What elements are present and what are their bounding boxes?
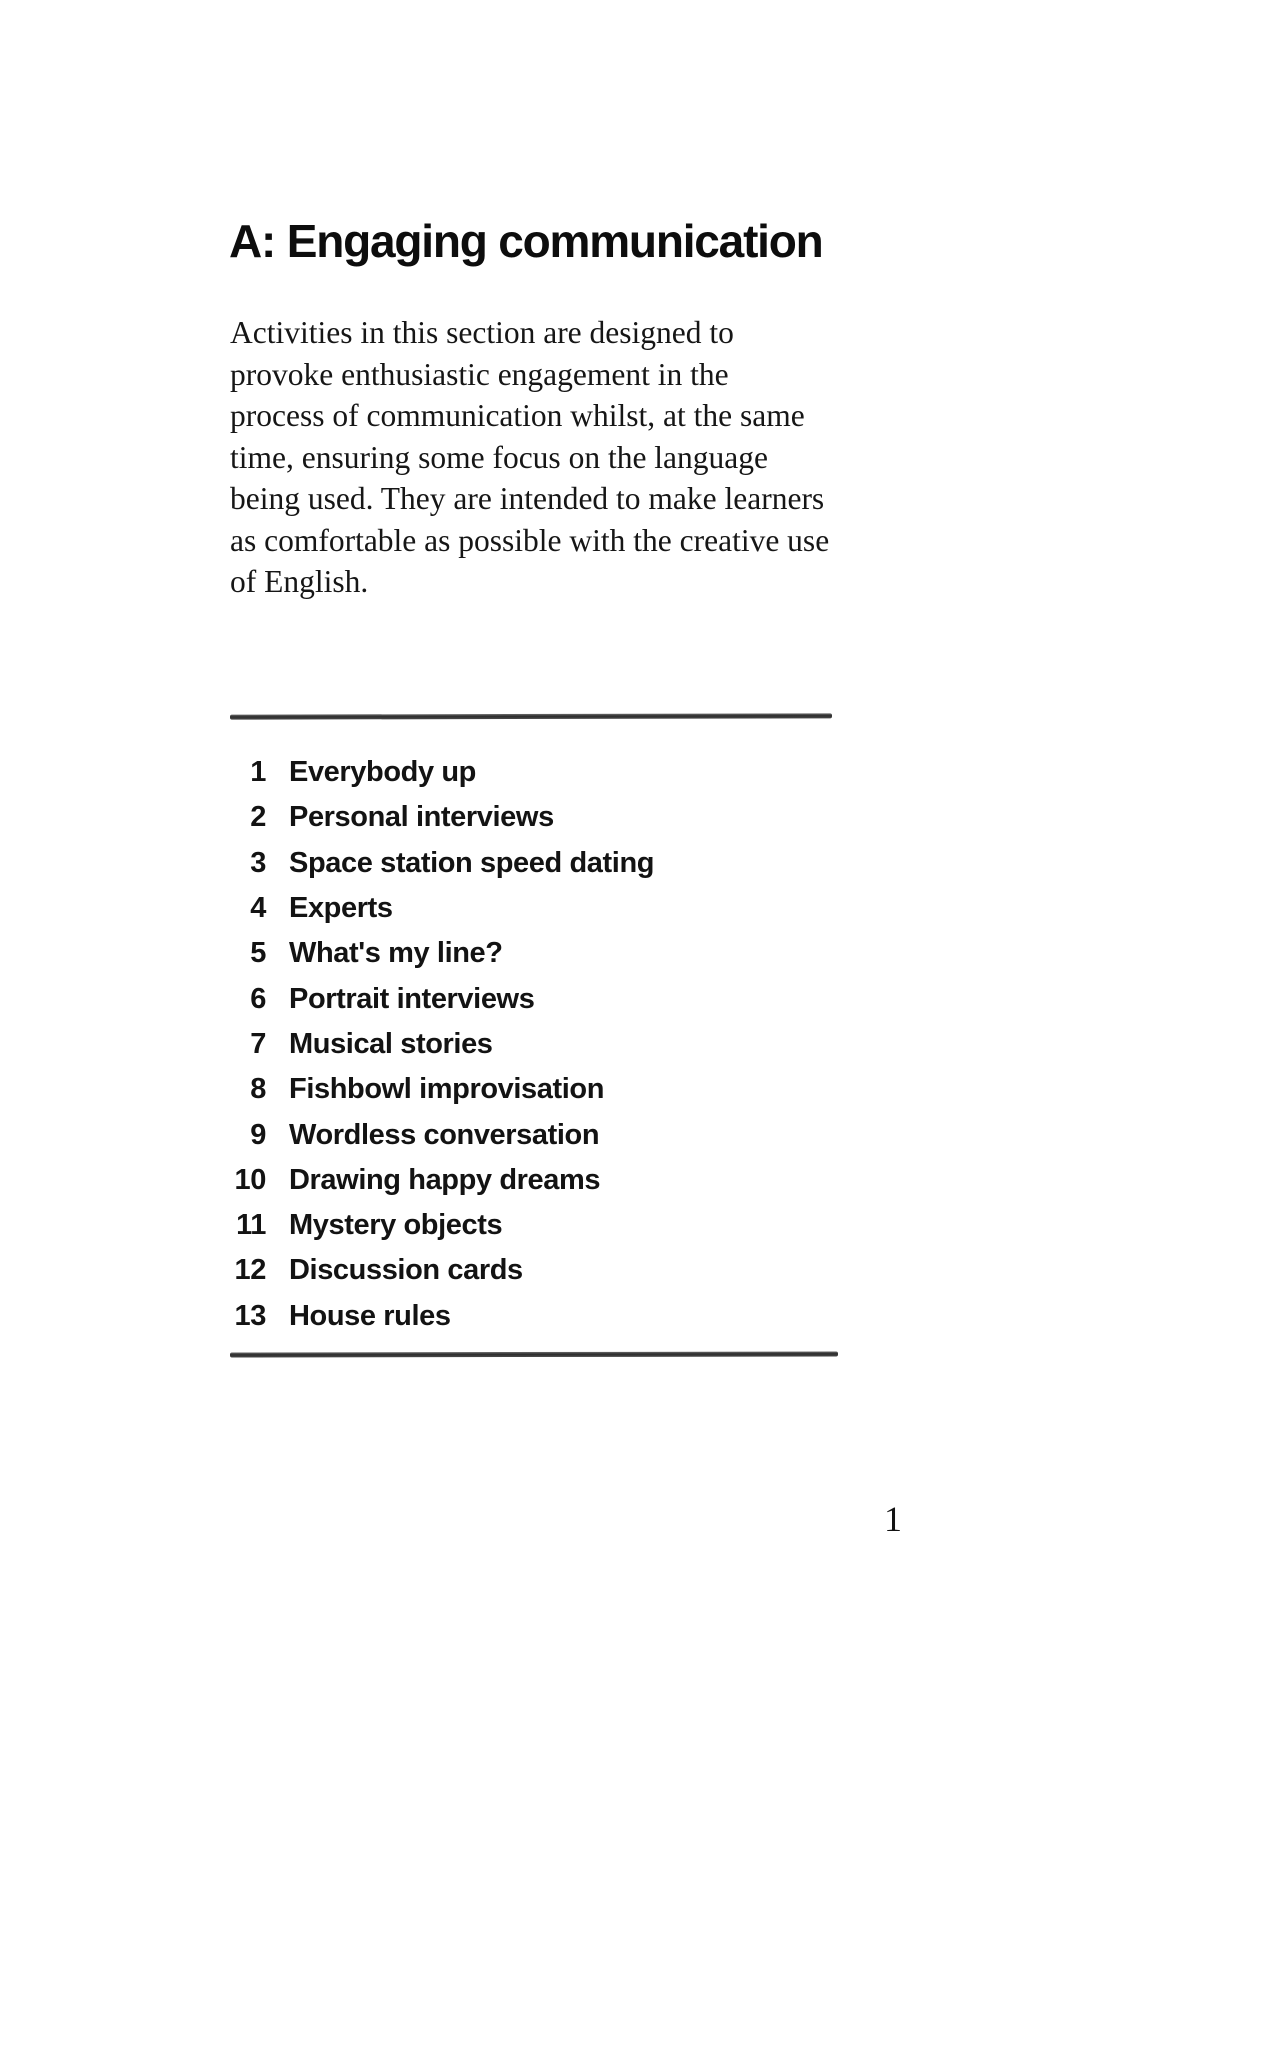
list-item bbox=[230, 1294, 654, 1339]
list-item-label: Musical stories bbox=[289, 1027, 493, 1060]
list-item-number: 13 bbox=[234, 1299, 266, 1332]
list-item-label: Experts bbox=[289, 892, 393, 925]
list-item bbox=[230, 1158, 654, 1203]
bottom-divider-rule bbox=[230, 1351, 838, 1357]
list-item-label: Discussion cards bbox=[289, 1254, 523, 1287]
list-item-label: What's my line? bbox=[289, 937, 503, 970]
list-item-number: 12 bbox=[234, 1254, 266, 1287]
section-intro-paragraph: Activities in this section are designed to provoke enthusiastic engagement in the process of communication whilst, at the same time, ensuring some focus on the language being used. They are intended to make learners as comfortable as possible with the creative use of English. bbox=[230, 315, 830, 599]
list-item-number: 3 bbox=[250, 846, 266, 879]
list-item-number: 9 bbox=[250, 1118, 266, 1151]
list-item-label: House rules bbox=[289, 1299, 451, 1332]
list-item-number: 10 bbox=[234, 1163, 266, 1196]
list-item bbox=[230, 750, 654, 795]
list-item-number: 1 bbox=[250, 756, 266, 789]
list-item-label: Wordless conversation bbox=[289, 1118, 600, 1151]
activity-list bbox=[230, 750, 654, 1339]
list-item-number: 2 bbox=[250, 801, 266, 834]
section-title: A: Engaging communication bbox=[229, 215, 823, 267]
list-item-label: Portrait interviews bbox=[289, 982, 535, 1015]
top-divider-rule bbox=[230, 713, 832, 719]
list-item-number: 5 bbox=[250, 937, 266, 970]
list-item-number: 4 bbox=[250, 892, 266, 925]
list-item-number: 7 bbox=[250, 1027, 266, 1060]
list-item bbox=[230, 1022, 654, 1067]
list-item-label: Everybody up bbox=[289, 756, 476, 789]
list-item-number: 11 bbox=[236, 1209, 266, 1242]
list-item bbox=[230, 1112, 654, 1157]
list-item-label: Personal interviews bbox=[289, 801, 554, 834]
list-item-label: Drawing happy dreams bbox=[289, 1163, 601, 1196]
list-item bbox=[230, 1248, 654, 1293]
list-item-label: Fishbowl improvisation bbox=[289, 1073, 605, 1106]
list-item bbox=[230, 841, 654, 886]
list-item-label: Mystery objects bbox=[289, 1209, 503, 1242]
page-number: 1 bbox=[884, 1499, 902, 1539]
list-item-label: Space station speed dating bbox=[289, 846, 655, 879]
list-item bbox=[230, 1203, 654, 1248]
list-item bbox=[230, 931, 654, 976]
list-item bbox=[230, 795, 654, 840]
list-item bbox=[230, 886, 654, 931]
list-item-number: 6 bbox=[250, 982, 266, 1015]
list-item bbox=[230, 1067, 654, 1112]
list-item-number: 8 bbox=[250, 1073, 266, 1106]
list-item bbox=[230, 976, 654, 1021]
